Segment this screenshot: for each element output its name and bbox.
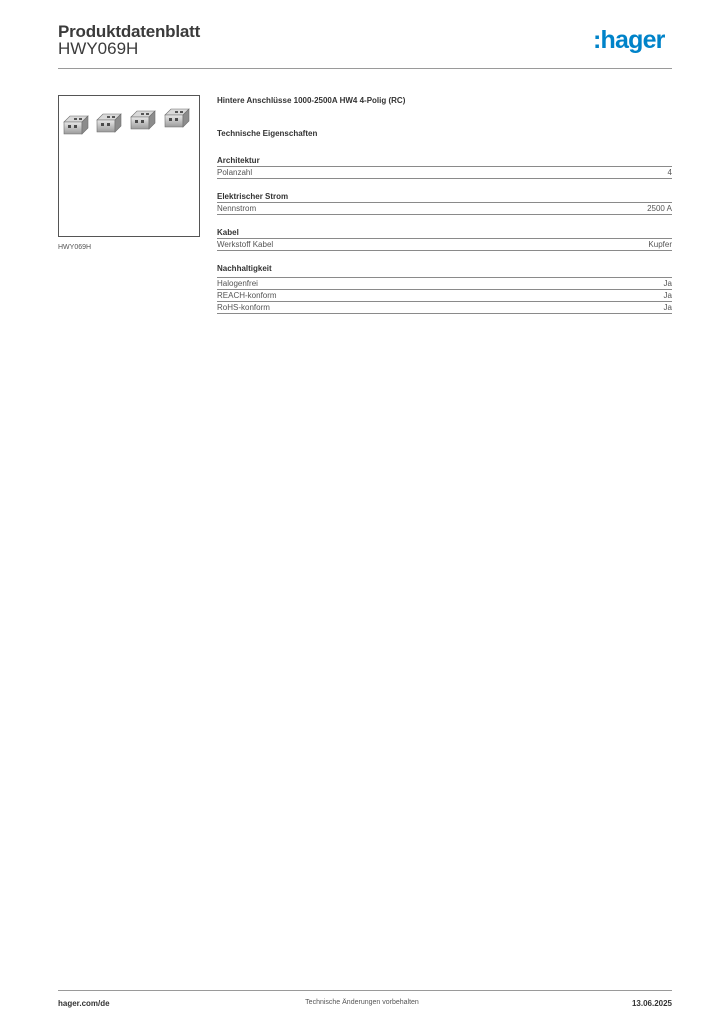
hager-logo: :hager <box>593 26 665 54</box>
group-elektrischer-strom <box>217 191 672 215</box>
product-code: HWY069H <box>58 39 139 58</box>
property-value: Ja <box>663 279 672 288</box>
property-value: Ja <box>663 303 672 312</box>
group-nachhaltigkeit <box>217 263 672 314</box>
property-row <box>217 203 672 215</box>
property-value: 4 <box>667 168 672 177</box>
footer-divider <box>58 990 672 991</box>
property-row <box>217 290 672 302</box>
group-title: Elektrischer Strom <box>217 191 672 203</box>
property-row <box>217 239 672 251</box>
properties-column <box>217 96 672 326</box>
product-description: Hintere Anschlüsse 1000-2500A HW4 4-Polig (RC) <box>217 96 406 105</box>
property-label: REACH-konform <box>217 291 277 300</box>
product-image-frame <box>58 95 200 237</box>
property-row <box>217 277 672 290</box>
header-divider <box>58 68 672 69</box>
footer-website-link[interactable]: hager.com/de <box>58 999 110 1008</box>
property-value: Ja <box>663 291 672 300</box>
property-label: RoHS-konform <box>217 303 270 312</box>
group-kabel <box>217 227 672 251</box>
property-row <box>217 302 672 314</box>
footer-notice: Technische Änderungen vorbehalten <box>305 999 419 1006</box>
property-label: Werkstoff Kabel <box>217 240 274 249</box>
group-title: Architektur <box>217 155 672 167</box>
footer-date: 13.06.2025 <box>631 999 672 1008</box>
group-title: Nachhaltigkeit <box>217 264 272 273</box>
group-architektur <box>217 155 672 179</box>
group-title: Kabel <box>217 227 672 239</box>
property-value: 2500 A <box>647 204 672 213</box>
product-image <box>59 96 199 236</box>
property-value: Kupfer <box>648 240 672 249</box>
page-title: Produktdatenblatt <box>58 22 201 41</box>
property-label: Polanzahl <box>217 168 253 177</box>
property-row <box>217 167 672 179</box>
property-label: Halogenfrei <box>217 279 258 288</box>
image-caption: HWY069H <box>58 244 92 251</box>
property-label: Nennstrom <box>217 204 257 213</box>
section-heading: Technische Eigenschaften <box>217 129 318 138</box>
